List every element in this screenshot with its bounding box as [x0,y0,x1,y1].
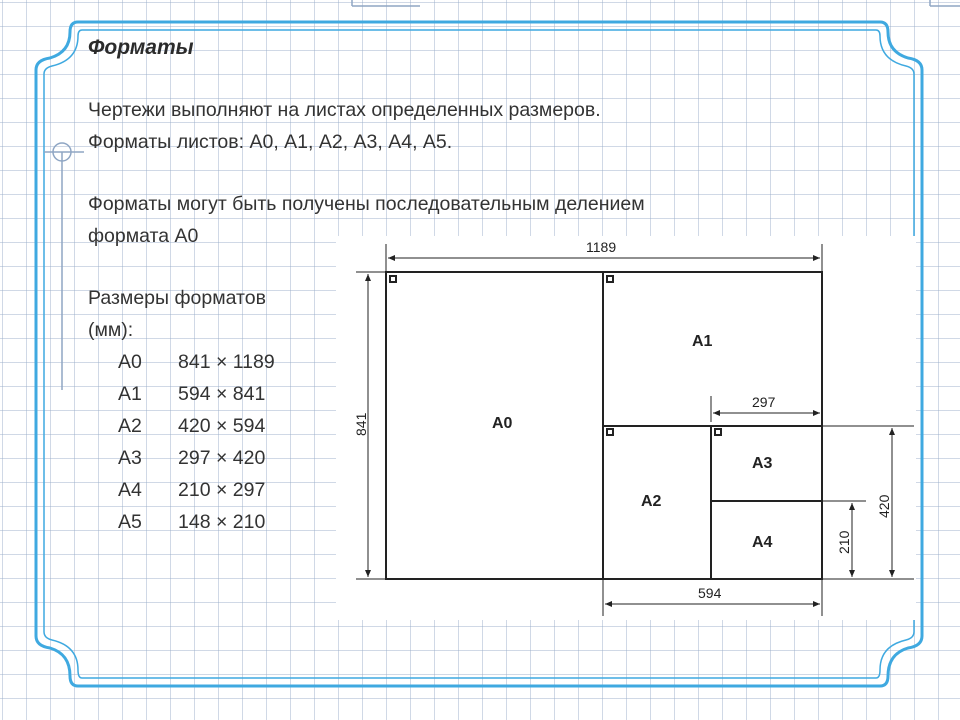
dim-841: 841 [353,412,369,436]
label-a1: A1 [692,333,713,350]
size-value: 210 × 297 [178,479,266,501]
size-value: 148 × 210 [178,511,266,533]
size-format: А2 [118,415,142,437]
format-diagram-svg [336,236,916,620]
size-value: 594 × 841 [178,383,266,405]
division-line-1: Форматы могут быть получены последовательным делением [88,193,645,215]
label-a4: A4 [752,534,773,551]
sizes-heading-1: Размеры форматов [88,287,266,309]
label-a2: A2 [641,493,662,510]
dim-420: 420 [876,494,892,518]
size-value: 420 × 594 [178,415,266,437]
dim-297: 297 [752,394,776,410]
sizes-heading-2: (мм): [88,319,134,341]
slide-title: Форматы [88,36,194,59]
intro-line-1: Чертежи выполняют на листах определенных размеров. [88,99,601,121]
label-a0: A0 [492,415,513,432]
size-format: А3 [118,447,142,469]
size-format: А0 [118,351,142,373]
dim-1189: 1189 [586,239,617,255]
size-value: 297 × 420 [178,447,266,469]
division-line-2: формата А0 [88,225,199,247]
dim-210: 210 [836,530,852,554]
size-format: А5 [118,511,142,533]
dim-594: 594 [698,585,722,601]
label-a3: A3 [752,455,773,472]
intro-line-2: Форматы листов: А0, А1, А2, А3, А4, А5. [88,131,453,153]
intro-paragraph [88,94,806,158]
size-format: А4 [118,479,142,501]
size-format: А1 [118,383,142,405]
size-value: 841 × 1189 [178,351,275,373]
format-diagram [336,236,916,620]
